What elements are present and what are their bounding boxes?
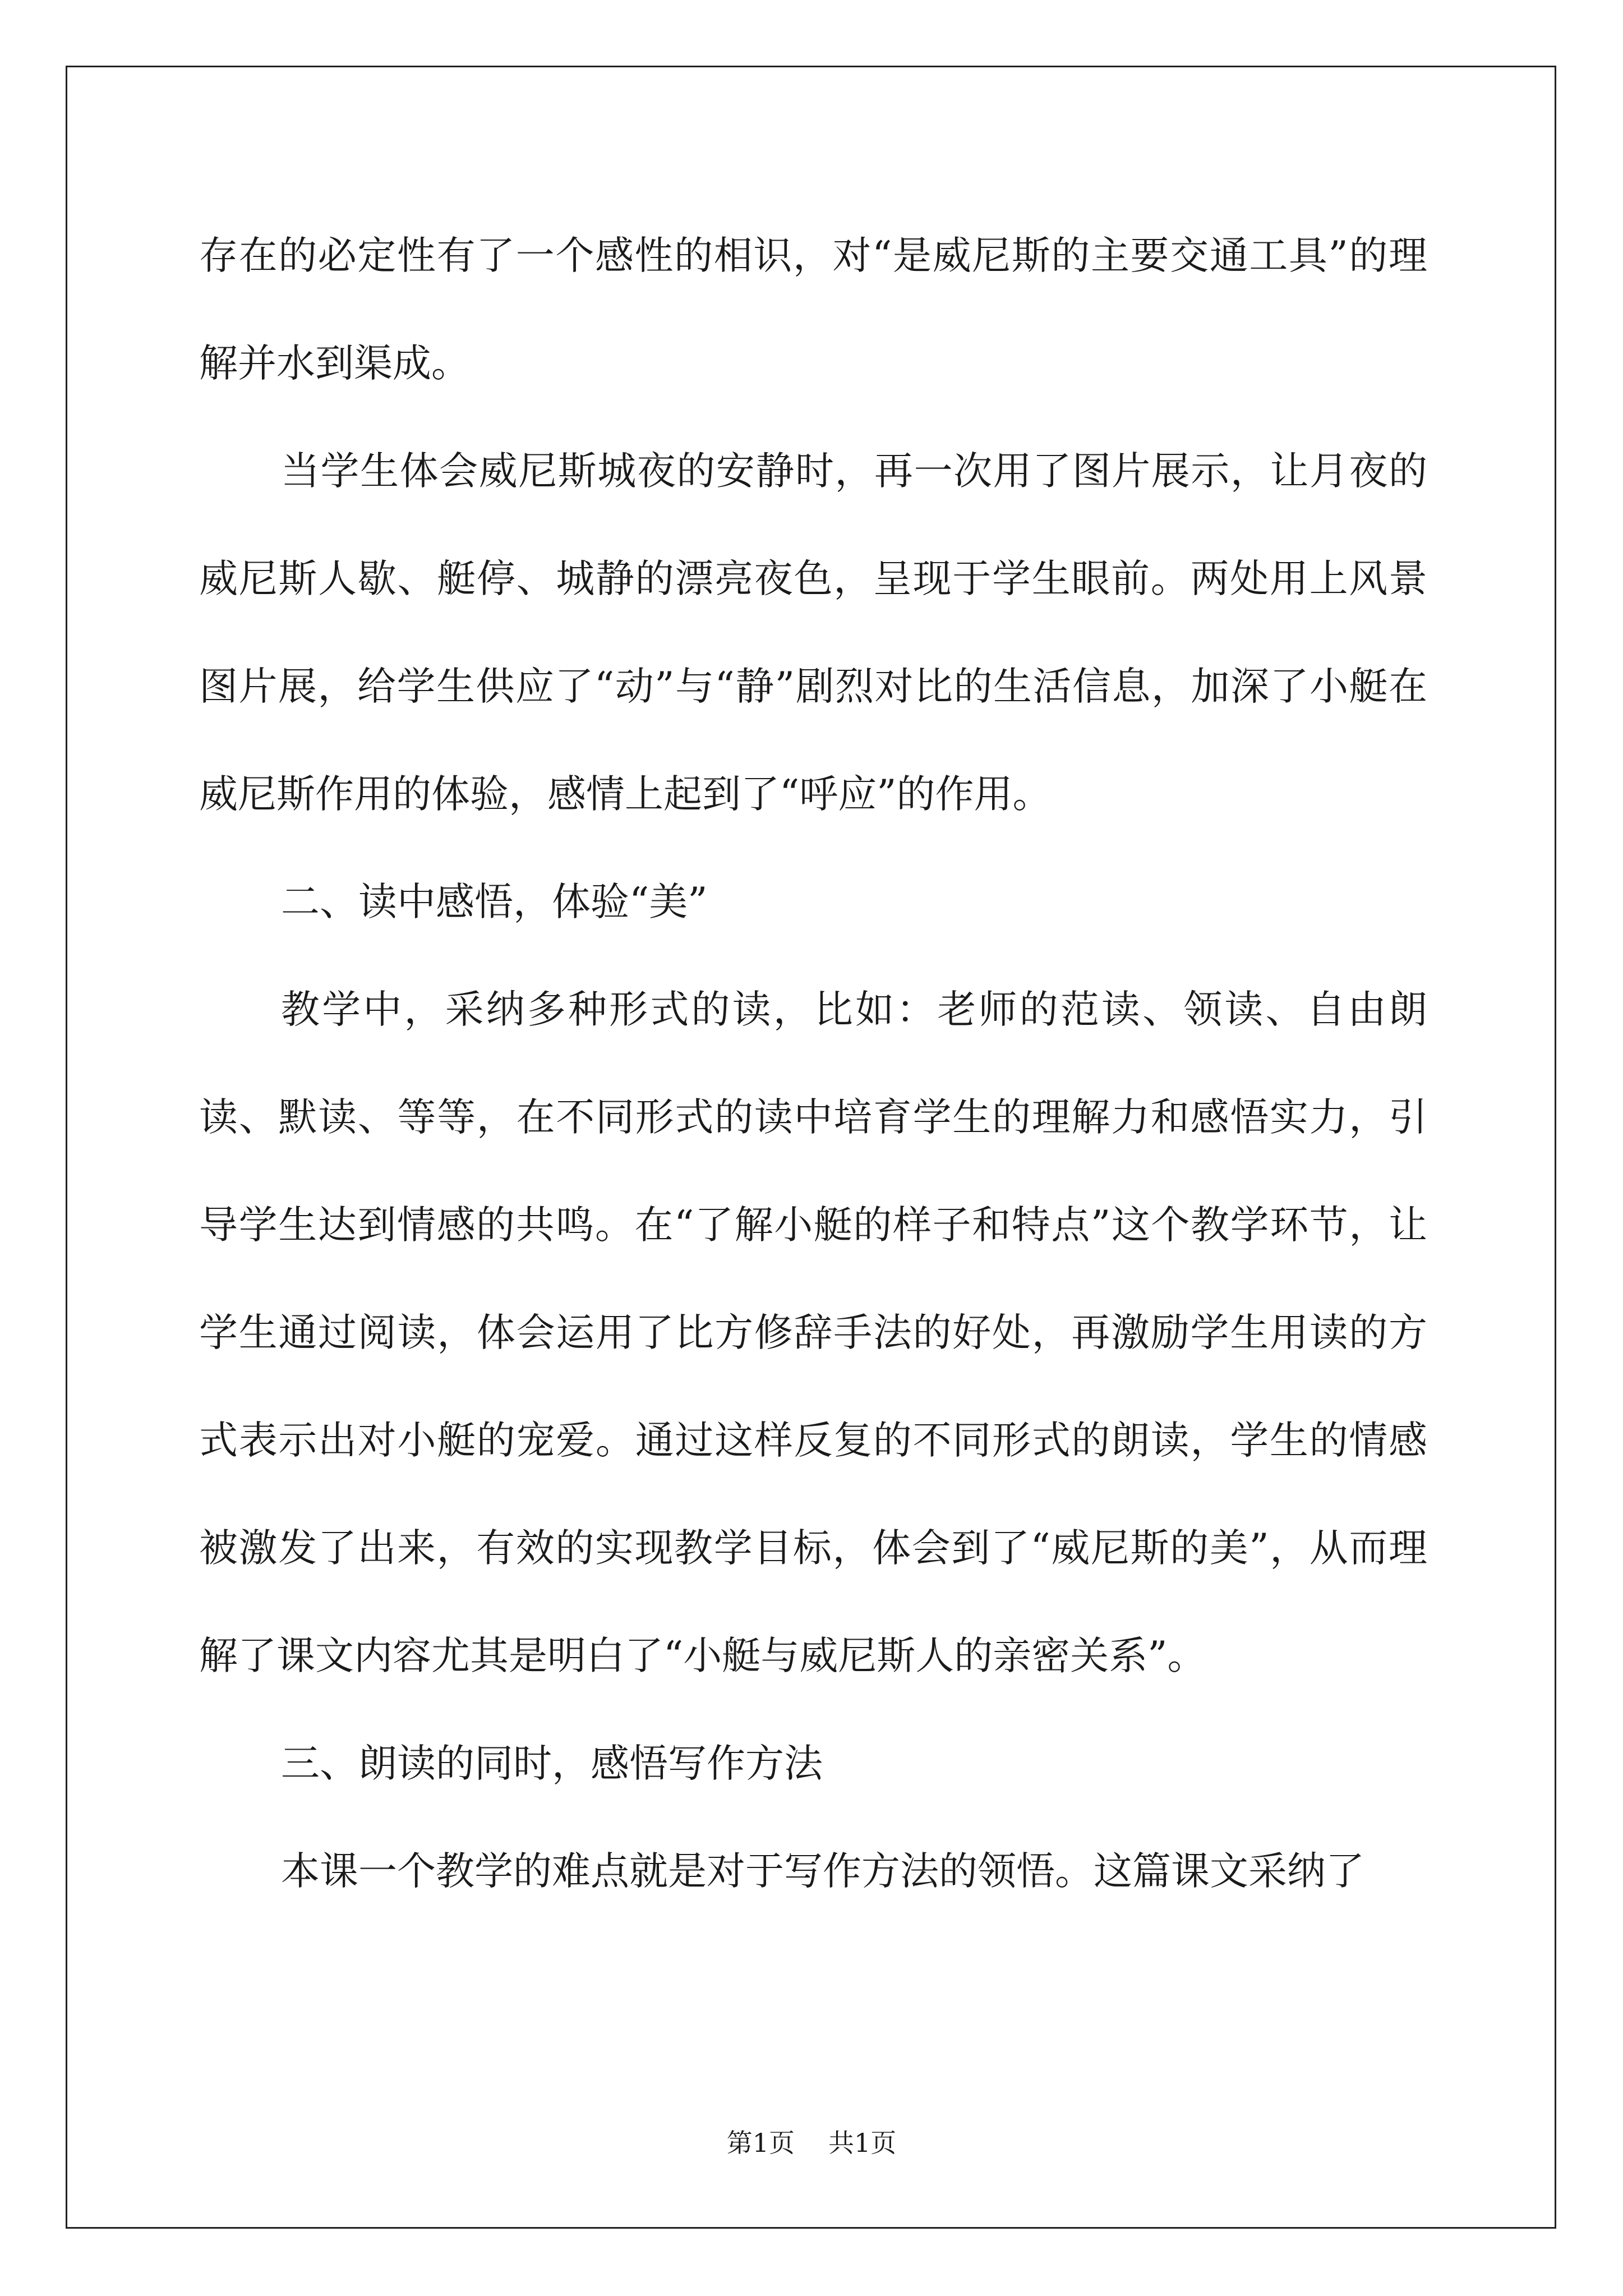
paragraph-3: 教学中，采纳多种形式的读，比如：老师的范读、领读、自由朗读、默读、等等，在不同形式的读中培育学生的理解力和感悟实力，引导学生达到情感的共鸣。在“了解小艇的样子和特点”这个教学环节，让学生通过阅读，体会运用了比方修辞手法的好处，再激励学生用读的方式表示出对小艇的宠爱。通过这样反复的不同形式的朗读，学生的情感被激发了出来，有效的实现教学目标，体会到了“威尼斯的美”，从而理解了课文内容尤其是明白了“小艇与威尼斯人的亲密关系”。 bbox=[199, 987, 1427, 1678]
section-heading-2: 二、读中感悟，体验“美” bbox=[281, 880, 708, 924]
section-heading-3: 三、朗读的同时，感悟写作方法 bbox=[281, 1741, 823, 1786]
document-body bbox=[199, 202, 1427, 1925]
page-footer bbox=[0, 2126, 1623, 2160]
page-total: 共1页 bbox=[828, 2128, 897, 2158]
paragraph-2: 当学生体会威尼斯城夜的安静时，再一次用了图片展示，让月夜的威尼斯人歇、艇停、城静的漂亮夜色，呈现于学生眼前。两处用上风景图片展，给学生供应了“动”与“静”剧烈对比的生活信息，加深了小艇在威尼斯作用的体验，感情上起到了“呼应”的作用。 bbox=[199, 449, 1427, 817]
paragraph-4: 本课一个教学的难点就是对于写作方法的领悟。这篇课文采纳了 bbox=[281, 1849, 1364, 1894]
page-number: 第1页 bbox=[726, 2128, 795, 2158]
paragraph-1: 存在的必定性有了一个感性的相识，对“是威尼斯的主要交通工具”的理解并水到渠成。 bbox=[199, 233, 1427, 386]
